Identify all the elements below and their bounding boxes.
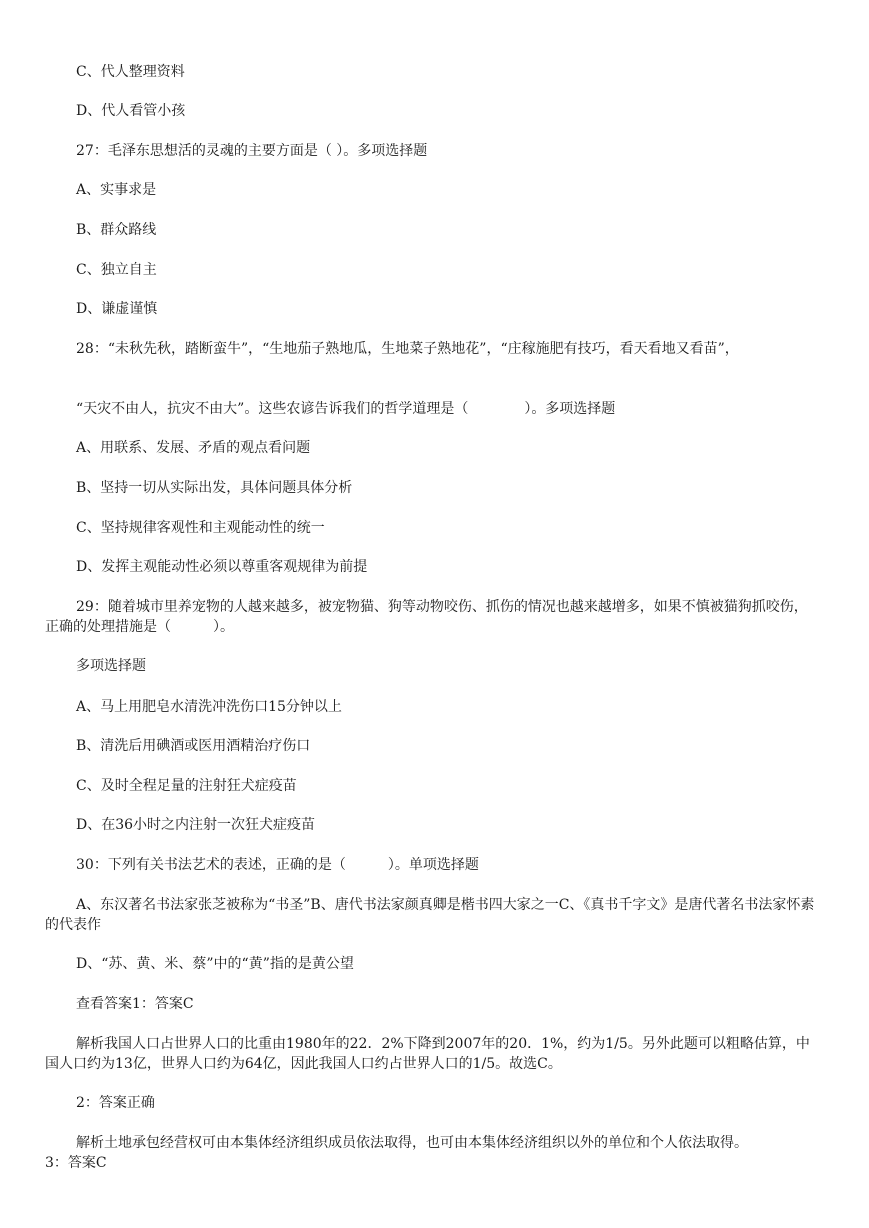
question-30: 30：下列有关书法艺术的表述，正确的是（ ）。单项选择题 (76, 857, 479, 873)
question-28: 28：“未秋先秋，踏断蛮牛”，“生地茄子熟地瓜，生地菜子熟地花”，“庄稼施肥有技巧，看天看地又看苗”， (76, 341, 739, 357)
option-b-q27: B、群众路线 (76, 222, 157, 238)
question-29-type: 多项选择题 (76, 658, 146, 674)
answer-3-heading: 3：答案C (45, 1155, 107, 1171)
option-d-q28: D、发挥主观能动性必须以尊重客观规律为前提 (76, 559, 368, 575)
option-a-q27: A、实事求是 (76, 182, 157, 198)
question-28-continued: “天灾不由人，抗灾不由大”。这些农谚告诉我们的哲学道理是（ ）。多项选择题 (76, 401, 616, 417)
answer-1-heading: 查看答案1：答案C (76, 996, 194, 1012)
option-c-q29: C、及时全程足量的注射狂犬症疫苗 (76, 778, 297, 794)
option-c-q26: C、代人整理资料 (76, 64, 185, 80)
option-c-q27: C、独立自主 (76, 262, 157, 278)
option-a-q29: A、马上用肥皂水清洗冲洗伤口15分钟以上 (76, 699, 342, 715)
answer-2-explanation: 解析土地承包经营权可由本集体经济组织成员依法取得，也可由本集体经济组织以外的单位和个人依法取得。 (76, 1135, 748, 1151)
option-d-q30: D、“苏、黄、米、蔡”中的“黄”指的是黄公望 (76, 956, 354, 972)
question-27: 27：毛泽东思想活的灵魂的主要方面是（ ）。多项选择题 (76, 143, 428, 159)
option-d-q29: D、在36小时之内注射一次狂犬症疫苗 (76, 817, 316, 833)
option-d-q27: D、谦虚谨慎 (76, 301, 158, 317)
option-c-q28: C、坚持规律客观性和主观能动性的统一 (76, 520, 325, 536)
answer-2-heading: 2：答案正确 (76, 1095, 155, 1111)
option-d-q26: D、代人看管小孩 (76, 103, 186, 119)
option-b-q29: B、清洗后用碘酒或医用酒精治疗伤口 (76, 738, 311, 754)
question-29: 29：随着城市里养宠物的人越来越多，被宠物猫、狗等动物咬伤、抓伤的情况也越来越增多，如果不慎被猫狗抓咬伤，正确的处理措施是（ ）。 (45, 599, 808, 635)
option-b-q28: B、坚持一切从实际出发，具体问题具体分析 (76, 480, 353, 496)
answer-1-explanation: 解析我国人口占世界人口的比重由1980年的22．2%下降到2007年的20．1%，约为1/5。另外此题可以粗略估算，中国人口约为13亿，世界人口约为64亿，因此我国人口约占世界人口的1/5。故选C。 (45, 1036, 810, 1072)
option-a-q28: A、用联系、发展、矛盾的观点看问题 (76, 440, 311, 456)
options-abc-q30: A、东汉著名书法家张芝被称为“书圣”B、唐代书法家颜真卿是楷书四大家之一C、《真书千字文》是唐代著名书法家怀素的代表作 (45, 897, 815, 933)
